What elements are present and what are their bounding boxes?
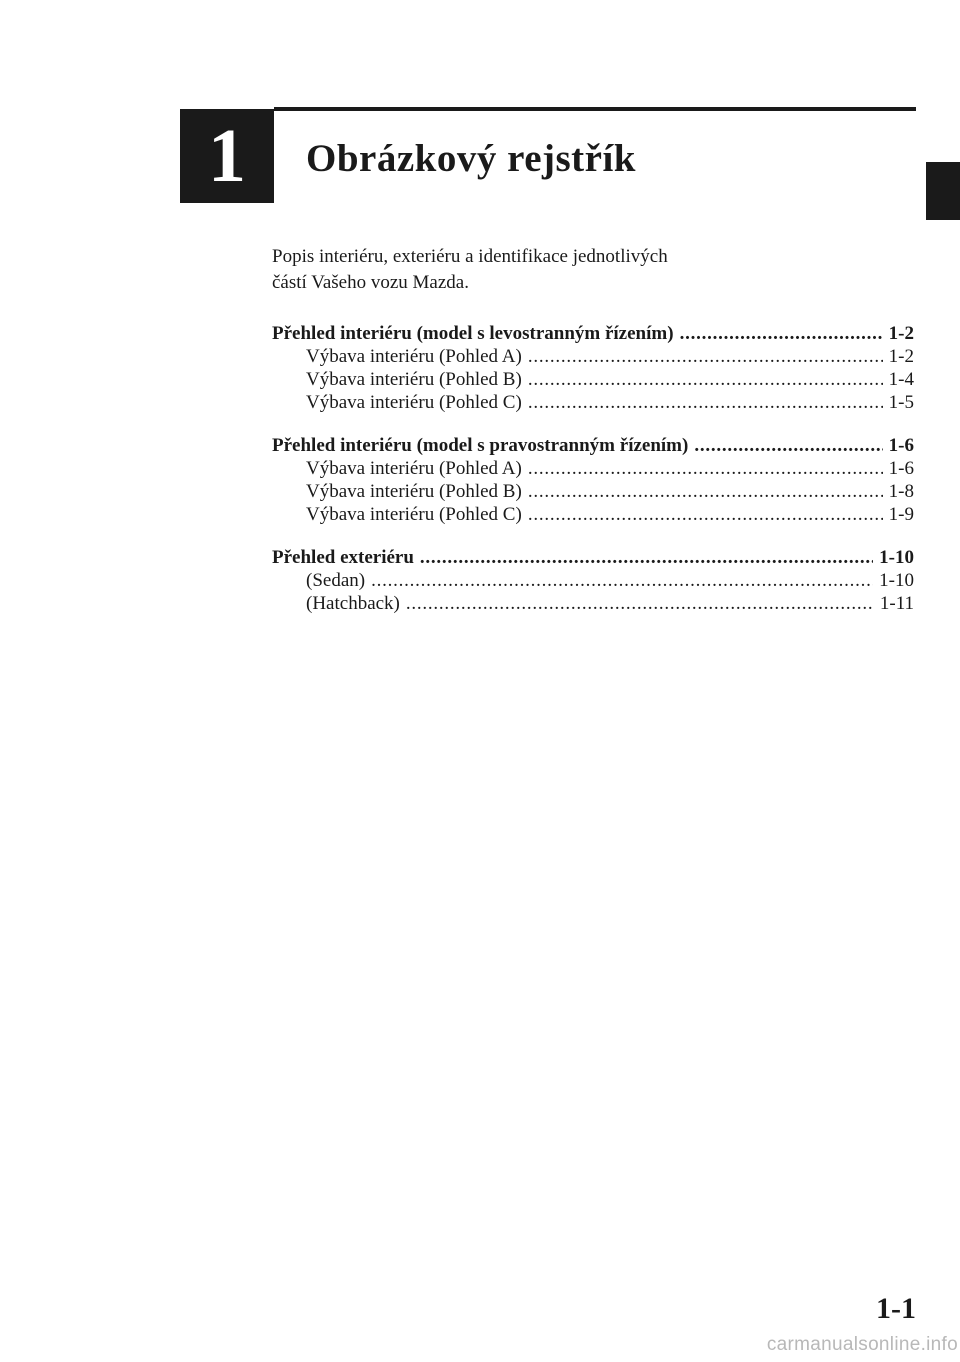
chapter-intro [272, 244, 892, 296]
toc-page-ref: 1-4 [888, 369, 914, 390]
chapter-number-badge [180, 109, 274, 203]
toc-sub-entry[interactable] [272, 480, 914, 503]
chapter-number: 1 [208, 113, 246, 198]
toc-section [272, 434, 914, 526]
toc-section [272, 322, 914, 414]
toc-page-ref: 1-6 [888, 435, 914, 456]
toc-entry-title: Přehled exteriéru [272, 547, 414, 568]
toc-sub-entry[interactable] [272, 391, 914, 414]
toc-sub-entry[interactable] [272, 569, 914, 592]
toc-entry-title: Výbava interiéru (Pohled C) [306, 504, 522, 525]
toc-sub-entry[interactable] [272, 457, 914, 480]
toc-page-ref: 1-10 [879, 570, 914, 591]
toc-leader-dots [680, 322, 883, 345]
chapter-side-tab [926, 162, 960, 220]
toc-leader-dots [528, 345, 883, 368]
watermark: carmanualsonline.info [766, 1334, 958, 1355]
toc-leader-dots [371, 569, 873, 592]
toc-entry-title: Výbava interiéru (Pohled C) [306, 392, 522, 413]
toc-page-ref: 1-2 [888, 346, 914, 367]
toc-page-ref: 1-8 [888, 481, 914, 502]
toc-entry-title: Výbava interiéru (Pohled B) [306, 369, 522, 390]
toc-page-ref: 1-5 [888, 392, 914, 413]
toc-leader-dots [694, 434, 882, 457]
toc-main-entry[interactable] [272, 434, 914, 457]
toc-main-entry[interactable] [272, 322, 914, 345]
toc-page-ref: 1-2 [888, 323, 914, 344]
toc-leader-dots [406, 592, 874, 615]
toc-leader-dots [528, 391, 883, 414]
toc-entry-title: Výbava interiéru (Pohled A) [306, 346, 522, 367]
toc-entry-title: (Hatchback) [306, 593, 400, 614]
toc-page-ref: 1-10 [879, 547, 914, 568]
toc-entry-title: (Sedan) [306, 570, 366, 591]
toc-leader-dots [528, 503, 883, 526]
toc-sub-entry[interactable] [272, 503, 914, 526]
toc-leader-dots [420, 546, 873, 569]
header-rule [274, 107, 916, 111]
toc-main-entry[interactable] [272, 546, 914, 569]
toc-leader-dots [528, 368, 883, 391]
toc-section [272, 546, 914, 615]
intro-line: částí Vašeho vozu Mazda. [272, 272, 469, 293]
chapter-title: Obrázkový rejstřík [306, 137, 636, 180]
toc-sub-entry[interactable] [272, 368, 914, 391]
toc-entry-title: Přehled interiéru (model s levostranným řízením) [272, 323, 674, 344]
toc-leader-dots [528, 480, 883, 503]
toc-leader-dots [528, 457, 883, 480]
toc-page-ref: 1-11 [879, 593, 914, 614]
toc-sub-entry[interactable] [272, 592, 914, 615]
toc-entry-title: Výbava interiéru (Pohled B) [306, 481, 522, 502]
toc-page-ref: 1-6 [888, 458, 914, 479]
table-of-contents [272, 322, 914, 635]
toc-sub-entry[interactable] [272, 345, 914, 368]
intro-line: Popis interiéru, exteriéru a identifikace jednotlivých [272, 246, 668, 267]
toc-entry-title: Výbava interiéru (Pohled A) [306, 458, 522, 479]
toc-page-ref: 1-9 [888, 504, 914, 525]
toc-entry-title: Přehled interiéru (model s pravostranným řízením) [272, 435, 689, 456]
page-number: 1-1 [876, 1292, 916, 1325]
